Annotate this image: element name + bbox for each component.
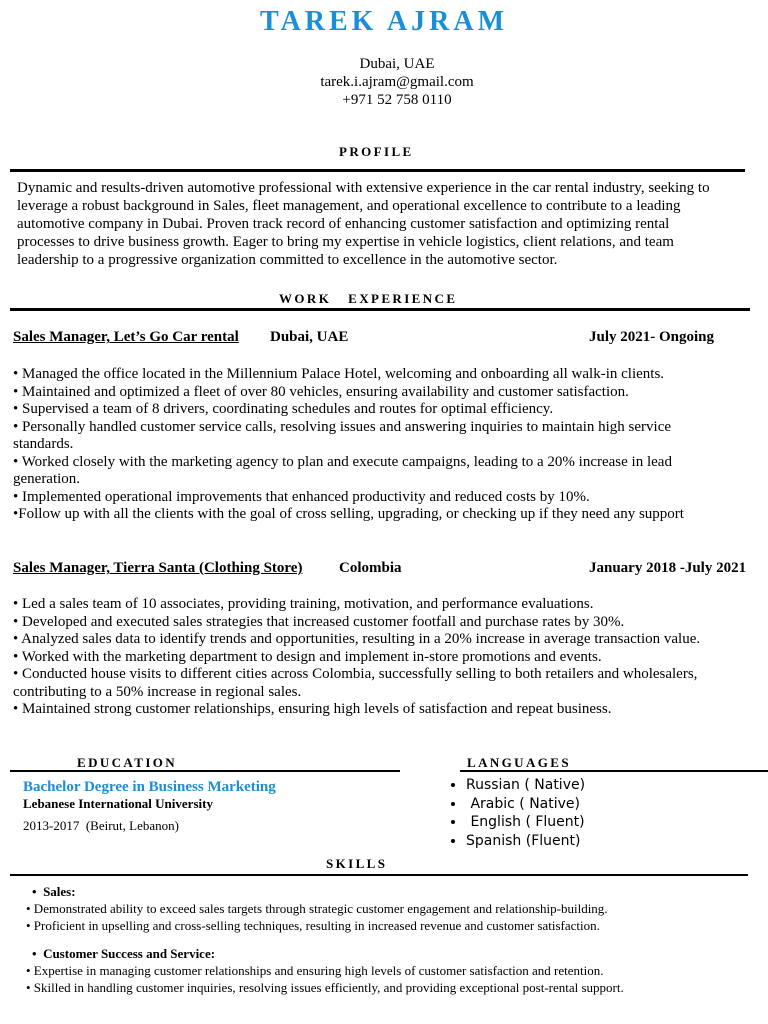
skill-lines-sales bbox=[26, 900, 766, 934]
duty-line: • Worked with the marketing department to design and implement in-store promotions and events. bbox=[13, 648, 602, 665]
language-item: • Russian ( Native) bbox=[466, 776, 746, 795]
job-1-location: Dubai, UAE bbox=[270, 329, 349, 345]
profile-line: Dynamic and results-driven automotive professional with extensive experience in the car rental industry, seeking to bbox=[17, 180, 710, 196]
skills-divider bbox=[10, 874, 748, 876]
language-item: • Arabic ( Native) bbox=[466, 795, 746, 814]
language-item: • Spanish (Fluent) bbox=[466, 832, 746, 851]
job-1-dates: July 2021- Ongoing bbox=[589, 329, 715, 345]
education-divider bbox=[10, 770, 400, 772]
job-1-role: Sales Manager, Let’s Go Car rental bbox=[13, 329, 239, 345]
job-2-location: Colombia bbox=[339, 560, 402, 576]
profile-divider bbox=[10, 169, 745, 172]
languages-heading: LANGUAGES bbox=[467, 755, 571, 770]
skill-line: • Skilled in handling customer inquiries, resolving issues efficiently, and providing exceptional post-rental support. bbox=[26, 980, 624, 995]
job-2-dates: January 2018 -July 2021 bbox=[589, 560, 747, 576]
skill-group-sales: • Sales: bbox=[32, 884, 76, 899]
university: Lebanese International University bbox=[23, 796, 213, 811]
duty-line: • Implemented operational improvements that enhanced productivity and reduced costs by 10%. bbox=[13, 488, 590, 505]
skill-heading: Sales: bbox=[43, 884, 76, 899]
duty-line: • Supervised a team of 8 drivers, coordinating schedules and routes for optimal efficiency. bbox=[13, 401, 554, 417]
duty-line: • Worked closely with the marketing agency to plan and execute campaigns, leading to a 20% increase in lead bbox=[13, 453, 672, 470]
profile-line: automotive company in Dubai. Proven track record of enhancing customer satisfaction and optimizing rental bbox=[17, 216, 670, 232]
education-dates: 2013-2017 (Beirut, Lebanon) bbox=[23, 818, 179, 833]
candidate-name: TAREK AJRAM bbox=[259, 6, 509, 37]
duty-line: generation. bbox=[13, 471, 81, 487]
job-1-duties bbox=[13, 366, 765, 524]
education-heading: EDUCATION bbox=[77, 755, 178, 770]
phone: +971 52 758 0110 bbox=[342, 92, 452, 108]
skill-heading: Customer Success and Service: bbox=[43, 946, 216, 961]
duty-line: • Conducted house visits to different cities across Colombia, successfully selling to both retailers and wholesalers, bbox=[13, 666, 698, 682]
skill-lines-customer bbox=[26, 962, 766, 996]
profile-line: leverage a robust background in Sales, fleet management, and operational excellence to contribute to a leading bbox=[17, 198, 681, 214]
duty-line: contributing to a 50% increase in regional sales. bbox=[13, 683, 302, 700]
job-2-duties bbox=[13, 596, 765, 719]
duty-line: standards. bbox=[13, 436, 74, 452]
location: Dubai, UAE bbox=[359, 56, 435, 72]
skill-line: • Demonstrated ability to exceed sales targets through strategic customer engagement and relationship-building. bbox=[26, 901, 608, 916]
skill-group-customer: • Customer Success and Service: bbox=[32, 946, 216, 961]
duty-line: • Managed the office located in the Millennium Palace Hotel, welcoming and onboarding all walk-in clients. bbox=[13, 366, 665, 382]
duty-line: • Maintained and optimized a fleet of over 80 vehicles, ensuring availability and customer satisfaction. bbox=[13, 383, 629, 400]
duty-line: • Developed and executed sales strategies that increased customer footfall and purchase rates by 30%. bbox=[13, 613, 625, 630]
duty-line: •Follow up with all the clients with the goal of cross selling, upgrading, or checking up if they need any support bbox=[13, 506, 684, 522]
profile-line: processes to drive business growth. Eager to bring my expertise in vehicle logistics, client relations, and team bbox=[17, 234, 674, 250]
duty-line: • Personally handled customer service calls, resolving issues and answering inquiries to maintain high service bbox=[13, 418, 672, 435]
profile-text bbox=[17, 179, 762, 269]
skills-heading: SKILLS bbox=[326, 856, 388, 871]
skill-line: • Expertise in managing customer relationships and ensuring high levels of customer satisfaction and retention. bbox=[26, 963, 604, 978]
languages-divider bbox=[460, 770, 768, 772]
duty-line: • Analyzed sales data to identify trends and opportunities, resulting in a 20% increase in average transaction value. bbox=[13, 631, 701, 647]
work-heading: WORK EXPERIENCE bbox=[279, 291, 458, 306]
profile-heading: PROFILE bbox=[339, 144, 414, 159]
language-item: • English ( Fluent) bbox=[466, 813, 746, 832]
duty-line: • Led a sales team of 10 associates, providing training, motivation, and performance evaluations. bbox=[13, 596, 594, 612]
job-2-role: Sales Manager, Tierra Santa (Clothing Store) bbox=[13, 560, 303, 576]
degree: Bachelor Degree in Business Marketing bbox=[23, 779, 276, 795]
skill-line: • Proficient in upselling and cross-selling techniques, resulting in increased revenue and customer satisfaction. bbox=[26, 918, 600, 933]
languages-list bbox=[446, 776, 746, 850]
profile-line: leadership to a progressive organization committed to excellence in the automotive sector. bbox=[17, 252, 558, 268]
duty-line: • Maintained strong customer relationships, ensuring high levels of satisfaction and repeat business. bbox=[13, 701, 612, 717]
email: tarek.i.ajram@gmail.com bbox=[320, 74, 474, 90]
work-divider bbox=[10, 308, 750, 311]
